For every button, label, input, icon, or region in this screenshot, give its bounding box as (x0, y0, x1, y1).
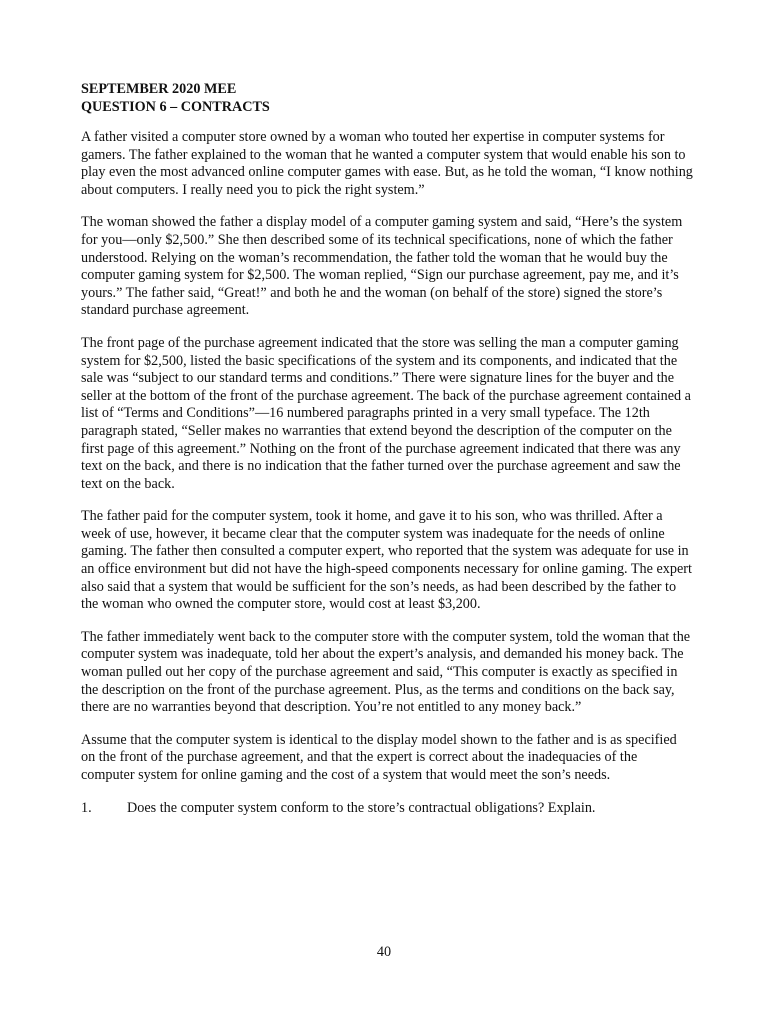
paragraph-6: Assume that the computer system is identical to the display model shown to the father and is as specified on the front of the purchase agreement, and that the expert is correct about the inadequacies of the computer system for online gaming and the cost of a system that would meet the son’s needs. (81, 731, 677, 783)
question-title: QUESTION 6 – CONTRACTS (81, 99, 270, 115)
paragraph-5: The father immediately went back to the computer store with the computer system, told the woman that the computer system was inadequate, told her about the expert’s analysis, and demanded his money back. The woman pulled out her copy of the purchase agreement and said, “This computer is exactly as specified in the description on the front of the purchase agreement. Plus, as the terms and conditions on the back say, there are no warranties beyond that description. You’re not entitled to any money back.” (81, 628, 691, 716)
document-headings (81, 80, 693, 116)
document-body (81, 80, 693, 817)
question-number: 1. (81, 799, 92, 816)
paragraph-2: The woman showed the father a display model of a computer gaming system and said, “Here’s the system for you—only $2,500.” She then described some of its technical specifications, none of which the father understood. Relying on the woman’s recommendation, the father told the woman that he would buy the computer gaming system for $2,500. The woman replied, “Sign our purchase agreement, pay me, and it’s yours.” The father said, “Great!” and both he and the woman (on behalf of the store) signed the store’s standard purchase agreement. (81, 214, 683, 319)
paragraph-3: The front page of the purchase agreement indicated that the store was selling the man a computer gaming system for $2,500, listed the basic specifications of the system and its components, and indicated that the sale was “subject to our standard terms and conditions.” There were signature lines for the buyer and the seller at the bottom of the front of the purchase agreement. The back of the purchase agreement contained a list of “Terms and Conditions”—16 numbered paragraphs printed in a very small typeface. The 12th paragraph stated, “Seller makes no warranties that extend beyond the description of the computer on the first page of this agreement.” Nothing on the front of the purchase agreement indicated that there was any text on the back, and there is no indication that the father turned over the purchase agreement and saw the text on the back. (81, 334, 691, 492)
question-text: Does the computer system conform to the store’s contractual obligations? Explain. (127, 799, 596, 816)
exam-title: SEPTEMBER 2020 MEE (81, 81, 237, 97)
paragraph-4: The father paid for the computer system, took it home, and gave it to his son, who was thrilled. After a week of use, however, it became clear that the computer system was inadequate for the needs of online gaming. The father then consulted a computer expert, who reported that the system was adequate for use in an office environment but did not have the high-speed components necessary for online gaming. The expert also said that a system that would be sufficient for the son’s needs, as had been described by the father to the woman who owned the computer store, would cost at least $3,200. (81, 508, 692, 613)
paragraph-1: A father visited a computer store owned by a woman who touted her expertise in computer systems for gamers. The father explained to the woman that he wanted a computer system that would enable his son to play even the most advanced online computer games with ease. But, as he told the woman, “I know nothing about computers. I really need you to pick the right system.” (81, 129, 693, 198)
question-item (81, 800, 693, 818)
page-number: 40 (376, 944, 392, 960)
